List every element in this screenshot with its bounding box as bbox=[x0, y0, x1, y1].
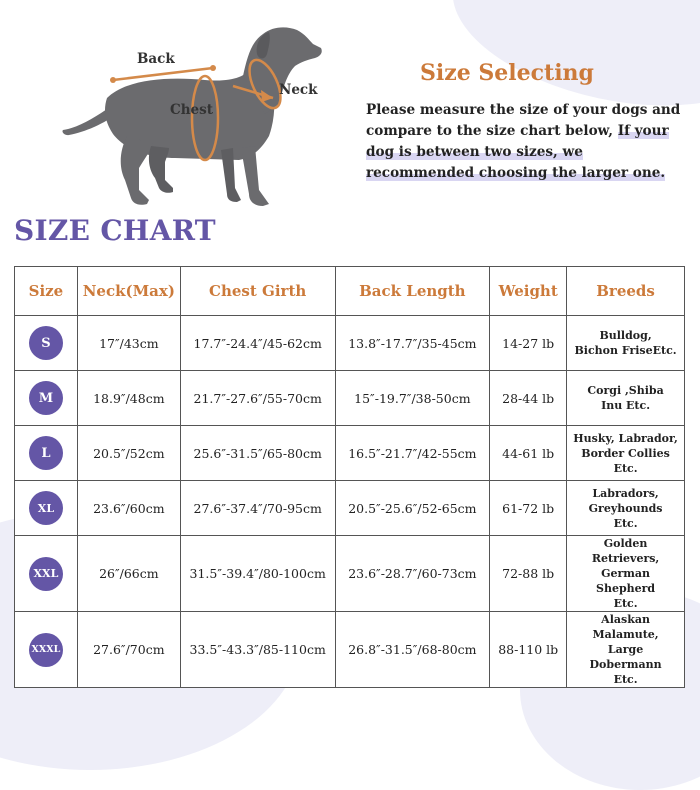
breed-line: Husky, Labrador, bbox=[573, 431, 678, 445]
back-cell: 26.8″-31.5″/68-80cm bbox=[335, 612, 490, 688]
size-selecting-heading: Size Selecting bbox=[420, 60, 594, 86]
back-measure-line bbox=[113, 68, 213, 80]
weight-cell: 44-61 lb bbox=[490, 426, 567, 481]
breed-line: Greyhounds bbox=[588, 501, 663, 515]
breed-line: German Shepherd bbox=[596, 567, 656, 595]
breed-line: Etc. bbox=[613, 461, 638, 475]
size-cell bbox=[15, 371, 78, 426]
breed-line: Bichon FriseEtc. bbox=[574, 344, 677, 357]
neck-cell: 23.6″/60cm bbox=[77, 481, 180, 536]
column-header: Back Length bbox=[335, 267, 490, 316]
neck-cell: 18.9″/48cm bbox=[77, 371, 180, 426]
table-row bbox=[15, 481, 685, 536]
size-badge: XXL bbox=[29, 557, 63, 591]
chest-cell: 31.5″-39.4″/80-100cm bbox=[180, 536, 335, 612]
size-cell bbox=[15, 481, 78, 536]
chest-cell: 25.6″-31.5″/65-80cm bbox=[180, 426, 335, 481]
back-cell: 13.8″-17.7″/35-45cm bbox=[335, 316, 490, 371]
column-header: Breeds bbox=[567, 267, 685, 316]
neck-cell: 17″/43cm bbox=[77, 316, 180, 371]
weight-cell: 72-88 lb bbox=[490, 536, 567, 612]
breeds-cell bbox=[567, 536, 685, 612]
column-header: Neck(Max) bbox=[77, 267, 180, 316]
back-label: Back bbox=[137, 51, 175, 67]
breed-line: Etc. bbox=[613, 673, 638, 686]
table-row bbox=[15, 426, 685, 481]
weight-cell: 88-110 lb bbox=[490, 612, 567, 688]
breeds-cell bbox=[567, 612, 685, 688]
size-badge: XL bbox=[29, 491, 63, 525]
size-cell bbox=[15, 316, 78, 371]
breed-line: Etc. bbox=[613, 597, 638, 610]
size-badge: M bbox=[29, 381, 63, 415]
breed-line: Large Dobermann bbox=[589, 643, 662, 671]
size-cell bbox=[15, 536, 78, 612]
breed-line: Golden Retrievers, bbox=[591, 537, 660, 565]
chest-label: Chest bbox=[170, 102, 213, 118]
weight-cell: 61-72 lb bbox=[490, 481, 567, 536]
chest-cell: 17.7″-24.4″/45-62cm bbox=[180, 316, 335, 371]
chest-cell: 27.6″-37.4″/70-95cm bbox=[180, 481, 335, 536]
chest-cell: 21.7″-27.6″/55-70cm bbox=[180, 371, 335, 426]
neck-cell: 26″/66cm bbox=[77, 536, 180, 612]
instructions-text: Please measure the size of your dogs and compare to the size chart below, bbox=[366, 102, 681, 139]
back-cell: 23.6″-28.7″/60-73cm bbox=[335, 536, 490, 612]
neck-label: Neck bbox=[279, 82, 318, 98]
size-chart-title: SIZE CHART bbox=[14, 214, 216, 247]
back-cell: 16.5″-21.7″/42-55cm bbox=[335, 426, 490, 481]
table-row bbox=[15, 612, 685, 688]
measurement-instructions bbox=[366, 100, 686, 184]
size-cell bbox=[15, 426, 78, 481]
neck-cell: 20.5″/52cm bbox=[77, 426, 180, 481]
column-header: Weight bbox=[490, 267, 567, 316]
column-header: Chest Girth bbox=[180, 267, 335, 316]
size-chart-table bbox=[14, 266, 685, 688]
breed-line: Corgi ,Shiba bbox=[587, 384, 664, 397]
breed-line: Inu Etc. bbox=[601, 399, 651, 412]
breed-line: Border Collies bbox=[581, 446, 670, 460]
table-header-row bbox=[15, 267, 685, 316]
breed-line: Bulldog, bbox=[599, 329, 652, 342]
table-row bbox=[15, 371, 685, 426]
back-cell: 20.5″-25.6″/52-65cm bbox=[335, 481, 490, 536]
column-header: Size bbox=[15, 267, 78, 316]
breed-line: Etc. bbox=[613, 516, 638, 530]
size-cell bbox=[15, 612, 78, 688]
instructions-highlight: If your dog is between two sizes, we recommended choosing the larger one. bbox=[366, 123, 669, 181]
breed-line: Labradors, bbox=[592, 486, 659, 500]
size-badge: S bbox=[29, 326, 63, 360]
back-cell: 15″-19.7″/38-50cm bbox=[335, 371, 490, 426]
table-row bbox=[15, 536, 685, 612]
breeds-cell bbox=[567, 481, 685, 536]
size-badge: XXXL bbox=[29, 633, 63, 667]
chest-cell: 33.5″-43.3″/85-110cm bbox=[180, 612, 335, 688]
size-badge: L bbox=[29, 436, 63, 470]
breed-line: Alaskan Malamute, bbox=[592, 613, 659, 641]
breeds-cell bbox=[567, 426, 685, 481]
table-row bbox=[15, 316, 685, 371]
weight-cell: 14-27 lb bbox=[490, 316, 567, 371]
breeds-cell bbox=[567, 371, 685, 426]
weight-cell: 28-44 lb bbox=[490, 371, 567, 426]
breeds-cell bbox=[567, 316, 685, 371]
neck-cell: 27.6″/70cm bbox=[77, 612, 180, 688]
